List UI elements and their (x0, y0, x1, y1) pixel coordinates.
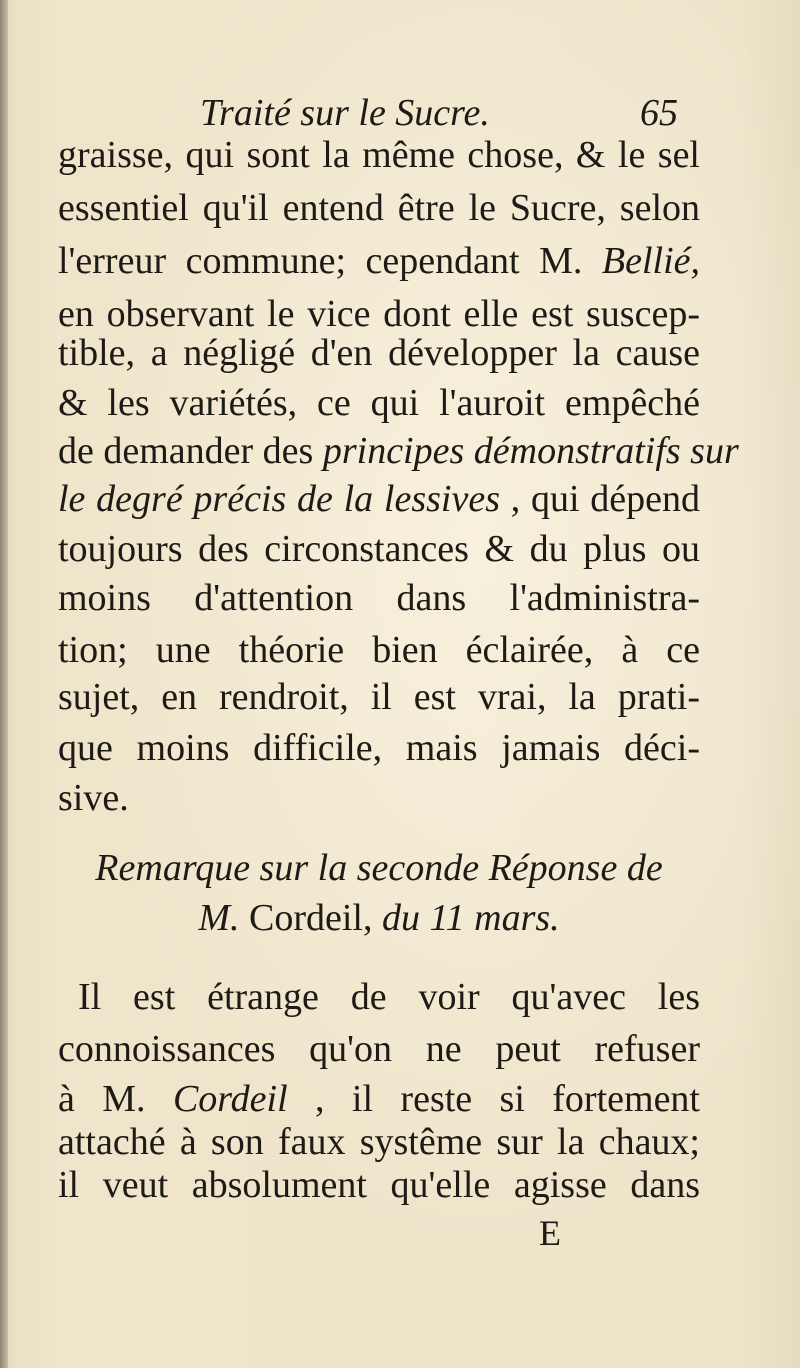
text-line: attaché à son faux systême sur la chaux; (58, 1121, 700, 1163)
text-line: il veut absolument qu'elle agisse dans (58, 1164, 700, 1206)
person-name: Bellié, (601, 240, 700, 282)
running-title: Traité sur le Sucre. (200, 92, 490, 134)
text-line: connoissances qu'on ne peut refuser (58, 1028, 700, 1070)
person-name: Cordeil (172, 1078, 288, 1120)
section-heading: Remarque sur la seconde Réponse de (95, 847, 663, 889)
text-line: toujours des circonstances & du plus ou (58, 528, 700, 570)
text-line: tion; une théorie bien éclairée, à ce (58, 629, 700, 671)
text-span: de demander des (58, 430, 323, 472)
italic-phrase: le degré précis de la lessives (58, 478, 500, 520)
text-line (58, 474, 700, 524)
text-line: que moins difficile, mais jamais déci- (58, 727, 700, 769)
text-line: Il est étrange de voir qu'avec les (78, 976, 700, 1018)
page-gutter-shadow (0, 0, 8, 1368)
text-line: en observant le vice dont elle est suscep- (58, 293, 700, 335)
date: du 11 mars. (381, 897, 560, 939)
text-line: essentiel qu'il entend être le Sucre, selon (58, 187, 700, 229)
section-heading-line2 (58, 893, 700, 943)
italic-phrase: principes démonstratifs sur (322, 430, 739, 472)
text-line: sujet, en rendroit, il est vrai, la prati- (58, 676, 700, 718)
page-number: 65 (640, 92, 678, 134)
text-line: graisse, qui sont la même chose, & le sel (58, 134, 700, 176)
text-span: l'erreur commune; cependant M. (58, 240, 602, 282)
text-span: , il reste si fortement (287, 1078, 700, 1120)
text-span: M. (198, 897, 240, 939)
signature-mark: E (539, 1213, 561, 1253)
person-name: Cordeil, (239, 897, 382, 939)
text-line (58, 236, 700, 286)
text-line: tible, a négligé d'en développer la cause (58, 332, 700, 374)
text-line: moins d'attention dans l'administra- (58, 577, 700, 619)
text-span: à M. (58, 1078, 173, 1120)
text-line (58, 426, 739, 476)
text-line: sive. (58, 777, 129, 819)
text-span: , qui dépend (500, 478, 700, 520)
text-line: & les variétés, ce qui l'auroit empêché (58, 382, 700, 424)
